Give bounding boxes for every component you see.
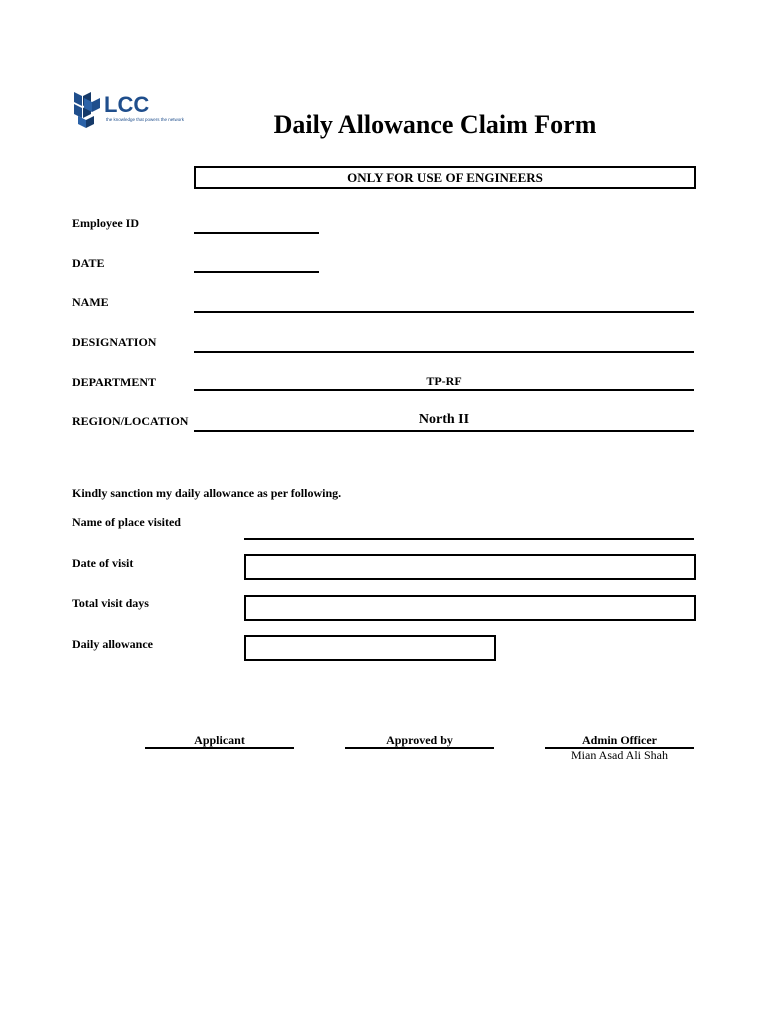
date-of-visit-label: Date of visit <box>72 556 134 570</box>
designation-field[interactable] <box>194 336 694 353</box>
admin-officer-name: Mian Asad Ali Shah <box>570 748 668 762</box>
claim-intro: Kindly sanction my daily allowance as per following. <box>72 486 342 500</box>
total-visit-days-field[interactable] <box>244 595 696 621</box>
date-of-visit-field[interactable] <box>244 554 696 580</box>
engineers-only-banner: ONLY FOR USE OF ENGINEERS <box>194 166 696 189</box>
name-label: NAME <box>72 295 109 309</box>
logo-tagline: the knowledge that powers the network <box>106 117 185 122</box>
total-visit-days-label: Total visit days <box>72 596 149 610</box>
region-field[interactable]: North II <box>194 412 694 432</box>
daily-allowance-label: Daily allowance <box>72 637 153 651</box>
employee-id-field[interactable] <box>194 218 319 234</box>
form-title: Daily Allowance Claim Form <box>273 110 597 139</box>
applicant-signature[interactable] <box>145 733 294 749</box>
designation-label: DESIGNATION <box>72 335 157 349</box>
lcc-logo-icon <box>72 88 185 130</box>
employee-id-label: Employee ID <box>72 216 139 230</box>
daily-allowance-field[interactable] <box>244 635 496 661</box>
approved-by-signature[interactable] <box>345 733 494 749</box>
place-visited-field[interactable] <box>244 522 694 540</box>
date-field[interactable] <box>194 257 319 273</box>
department-label: DEPARTMENT <box>72 375 157 389</box>
applicant-label: Applicant <box>194 733 245 747</box>
logo-text: LCC <box>104 92 150 117</box>
name-field[interactable] <box>194 296 694 313</box>
company-logo <box>72 88 185 130</box>
place-visited-label: Name of place visited <box>72 515 181 529</box>
region-label: REGION/LOCATION <box>72 414 189 428</box>
department-field[interactable]: TP-RF <box>194 374 694 391</box>
admin-officer-label: Admin Officer <box>582 733 657 747</box>
approved-by-label: Approved by <box>386 733 453 747</box>
admin-officer-signature[interactable] <box>545 733 694 749</box>
date-label: DATE <box>72 256 105 270</box>
